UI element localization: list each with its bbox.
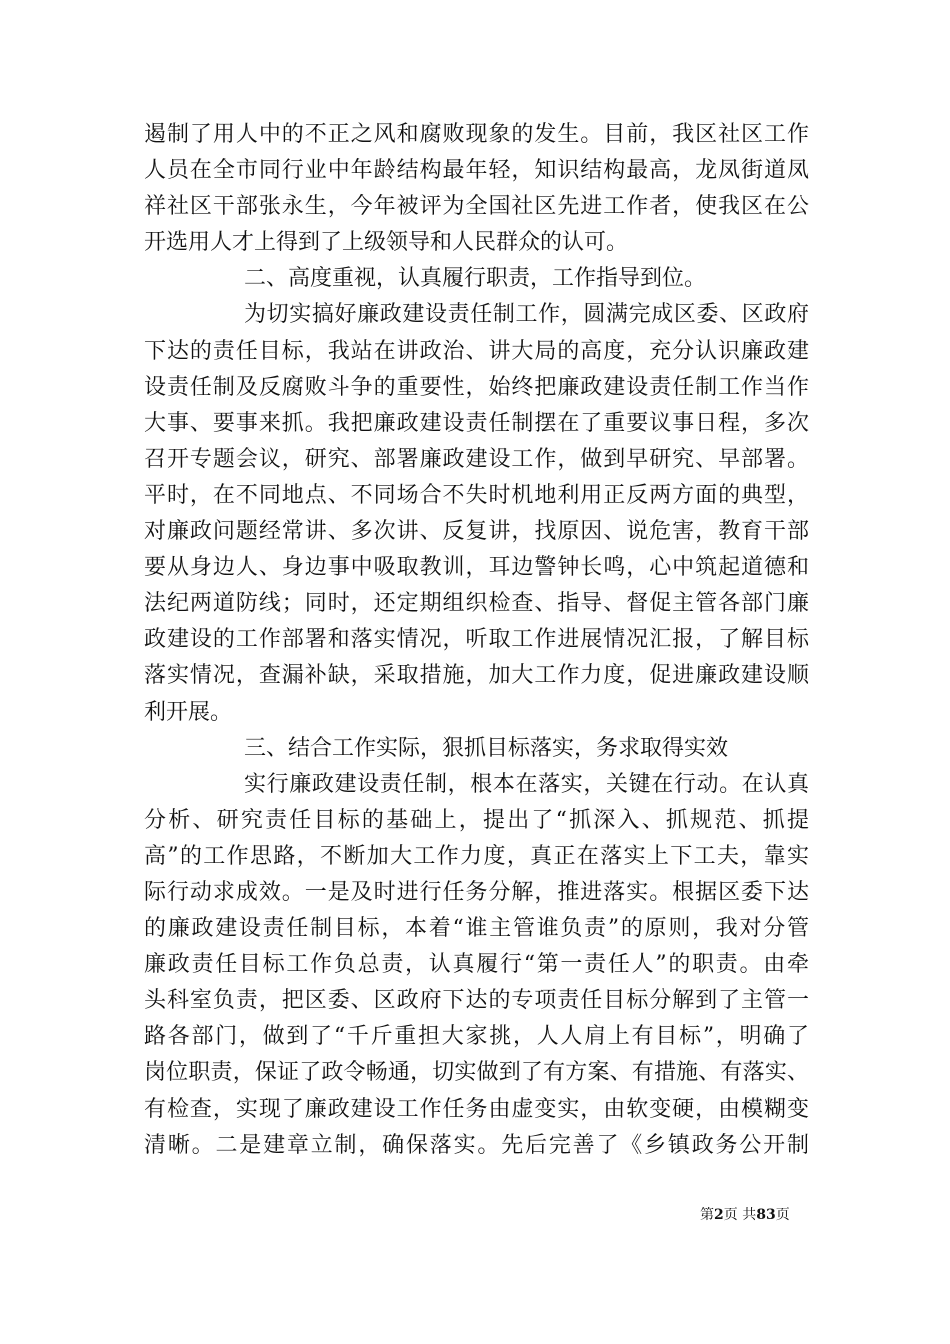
text-line: 要从身边人、身边事中吸取教训，耳边警钟长鸣，心中筑起道德和 — [144, 555, 809, 581]
text-line: 设责任制及反腐败斗争的重要性，始终把廉政建设责任制工作当作 — [144, 374, 809, 400]
text-line: 祥社区干部张永生，今年被评为全国社区先进工作者，使我区在公 — [144, 194, 809, 220]
current-page-number: 2 — [714, 1207, 724, 1223]
document-body — [144, 117, 809, 1164]
text-line: 召开专题会议，研究、部署廉政建设工作，做到早研究、早部署。 — [144, 446, 809, 472]
text-line: 分析、研究责任目标的基础上，提出了“抓深入、抓规范、抓提 — [144, 807, 809, 833]
total-page-count: 83 — [756, 1207, 776, 1223]
text-line: 的廉政建设责任制目标，本着“谁主管谁负责”的原则，我对分管 — [144, 916, 809, 942]
text-line: 廉政责任目标工作负总责，认真履行“第一责任人”的职责。由牵 — [144, 952, 809, 978]
text-line: 人员在全市同行业中年龄结构最年轻，知识结构最高，龙凤街道凤 — [144, 158, 809, 184]
text-line: 政建设的工作部署和落实情况，听取工作进展情况汇报，了解目标 — [144, 627, 809, 653]
text-line: 清晰。二是建章立制，确保落实。先后完善了《乡镇政务公开制 — [144, 1132, 809, 1158]
text-line: 实行廉政建设责任制，根本在落实，关键在行动。在认真 — [244, 771, 809, 797]
text-line: 平时，在不同地点、不同场合不失时机地利用正反两方面的典型， — [144, 482, 809, 508]
text-line: 遏制了用人中的不正之风和腐败现象的发生。目前，我区社区工作 — [144, 122, 809, 147]
section-heading: 二、高度重视，认真履行职责，工作指导到位。 — [244, 266, 707, 292]
footer-middle: 页 共 — [723, 1207, 757, 1223]
text-line: 法纪两道防线；同时，还定期组织检查、指导、督促主管各部门廉 — [144, 591, 809, 617]
text-line: 头科室负责，把区委、区政府下达的专项责任目标分解到了主管一 — [144, 988, 809, 1014]
text-line: 为切实搞好廉政建设责任制工作，圆满完成区委、区政府 — [244, 302, 809, 328]
text-line: 利开展。 — [144, 699, 233, 725]
text-line: 高”的工作思路，不断加大工作力度，真正在落实上下工夫，靠实 — [144, 843, 809, 869]
section-heading: 三、结合工作实际，狠抓目标落实，务求取得实效 — [244, 735, 729, 761]
text-line: 大事、要事来抓。我把廉政建设责任制摆在了重要议事日程，多次 — [144, 410, 809, 436]
text-line: 开选用人才上得到了上级领导和人民群众的认可。 — [144, 230, 629, 256]
text-line: 际行动求成效。一是及时进行任务分解，推进落实。根据区委下达 — [144, 879, 809, 905]
page-number-footer — [700, 1204, 810, 1224]
text-line: 有检查，实现了廉政建设工作任务由虚变实，由软变硬，由模糊变 — [144, 1096, 809, 1122]
text-line: 对廉政问题经常讲、多次讲、反复讲，找原因、说危害，教育干部 — [144, 519, 809, 545]
text-line: 落实情况，查漏补缺，采取措施，加大工作力度，促进廉政建设顺 — [144, 663, 809, 689]
footer-suffix: 页 — [775, 1207, 790, 1223]
footer-prefix: 第 — [700, 1207, 714, 1223]
text-line: 路各部门，做到了“千斤重担大家挑，人人肩上有目标”，明确了 — [144, 1024, 809, 1050]
text-line: 下达的责任目标，我站在讲政治、讲大局的高度，充分认识廉政建 — [144, 338, 809, 364]
text-line: 岗位职责，保证了政令畅通，切实做到了有方案、有措施、有落实、 — [144, 1060, 809, 1086]
